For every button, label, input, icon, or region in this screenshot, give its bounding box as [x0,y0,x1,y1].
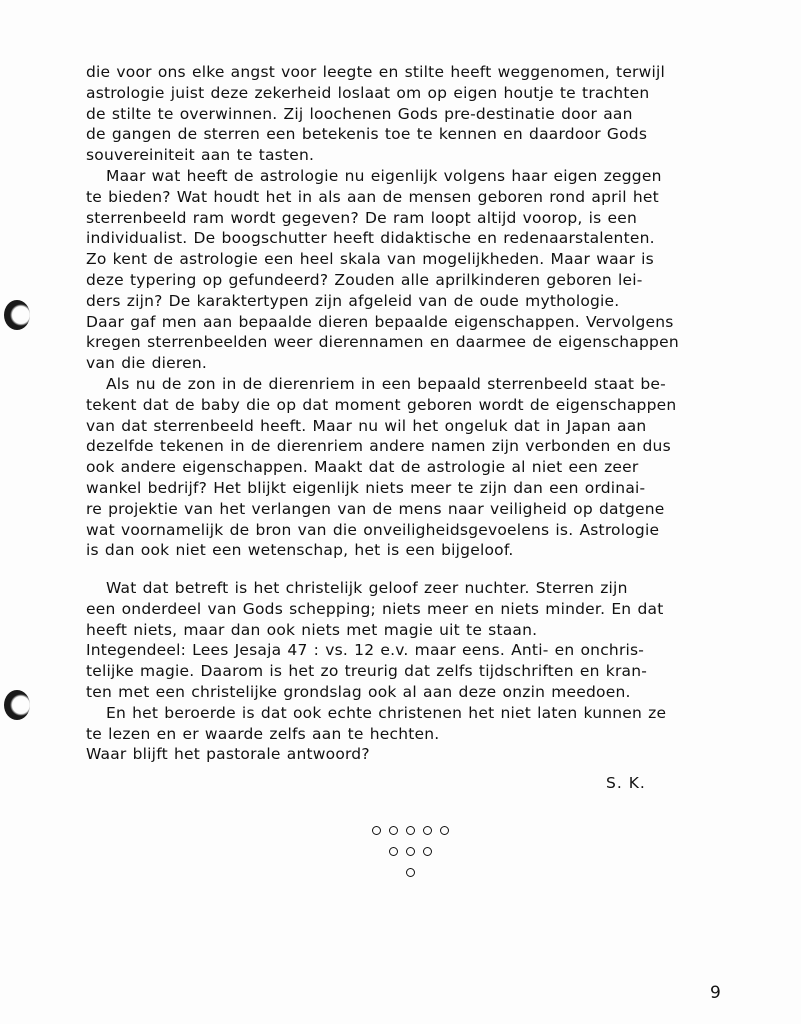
text-line: van die dieren. [86,354,208,373]
text-line: kregen sterrenbeelden weer dierennamen en daarmee de eigenschappen [86,333,679,352]
text-line: Zo kent de astrologie een heel skala van mogelijkheden. Maar waar is [86,250,654,269]
text-line: re projektie van het verlangen van de mens naar veiligheid op datgene [86,499,665,518]
text-line: Maar wat heeft de astrologie nu eigenlijk volgens haar eigen zeggen [106,166,662,185]
ornament-row [360,862,460,883]
author-signature: S. K. [606,774,646,792]
text-line: ders zijn? De karaktertypen zijn afgeleid van de oude mythologie. [86,291,620,310]
text-line: ook andere eigenschappen. Maakt dat de astrologie al niet een zeer [86,458,639,477]
text-line: astrologie juist deze zekerheid loslaat om op eigen houtje te trachten [86,83,650,102]
text-line: heeft niets, maar dan ook niets met magie uit te staan. [86,620,538,639]
text-line: individualist. De boogschutter heeft didaktische en redenaarstalenten. [86,229,655,248]
punch-hole-bottom [4,690,30,720]
body-text-block-1 [86,62,736,561]
text-line: sterrenbeeld ram wordt gegeven? De ram loopt altijd voorop, is een [86,208,638,227]
text-line: Integendeel: Lees Jesaja 47 : vs. 12 e.v. maar eens. Anti- en onchris- [86,641,645,660]
ornament-divider [360,820,460,883]
ring-icon [423,847,432,856]
text-line: een onderdeel van Gods schepping; niets meer en niets minder. En dat [86,599,664,618]
text-line: Als nu de zon in de dierenriem in een bepaald sterrenbeeld staat be- [106,374,666,393]
text-line: telijke magie. Daarom is het zo treurig dat zelfs tijdschriften en kran- [86,662,648,681]
text-line: wankel bedrijf? Het blijkt eigenlijk niets meer te zijn dan een ordinai- [86,478,646,497]
text-line: En het beroerde is dat ook echte christenen het niet laten kunnen ze [106,703,667,722]
text-line: de stilte te overwinnen. Zij loochenen Gods pre-destinatie door aan [86,104,633,123]
ring-icon [372,826,381,835]
ornament-row [360,841,460,862]
ring-icon [406,826,415,835]
text-line: die voor ons elke angst voor leegte en stilte heeft weggenomen, terwijl [86,63,666,81]
text-line: de gangen de sterren een betekenis toe te kennen en daardoor Gods [86,125,648,144]
text-line: deze typering op gefundeerd? Zouden alle aprilkinderen geboren lei- [86,270,643,289]
text-line: wat voornamelijk de bron van die onveiligheidsgevoelens is. Astrologie [86,520,660,539]
text-line: dezelfde tekenen in de dierenriem andere namen zijn verbonden en dus [86,437,671,456]
ring-icon [389,826,398,835]
text-line: Daar gaf men aan bepaalde dieren bepaalde eigenschappen. Vervolgens [86,312,674,331]
punch-hole-top [4,300,30,330]
text-line: tekent dat de baby die op dat moment geboren wordt de eigenschappen [86,395,677,414]
text-line: ten met een christelijke grondslag ook al aan deze onzin meedoen. [86,682,631,701]
ring-icon [440,826,449,835]
text-line: is dan ook niet een wetenschap, het is een bijgeloof. [86,541,514,560]
text-line: van dat sterrenbeeld heeft. Maar nu wil het ongeluk dat in Japan aan [86,416,647,435]
body-text-block-2 [86,578,736,765]
text-line: souvereiniteit aan te tasten. [86,146,315,165]
ring-icon [389,847,398,856]
ring-icon [406,868,415,877]
page-number: 9 [710,983,721,1003]
text-line: Wat dat betreft is het christelijk geloof zeer nuchter. Sterren zijn [106,579,628,597]
text-line: te bieden? Wat houdt het in als aan de mensen geboren rond april het [86,187,659,206]
ring-icon [406,847,415,856]
text-line: te lezen en er waarde zelfs aan te hechten. [86,724,440,743]
ornament-row [360,820,460,841]
ring-icon [423,826,432,835]
text-line: Waar blijft het pastorale antwoord? [86,745,370,764]
